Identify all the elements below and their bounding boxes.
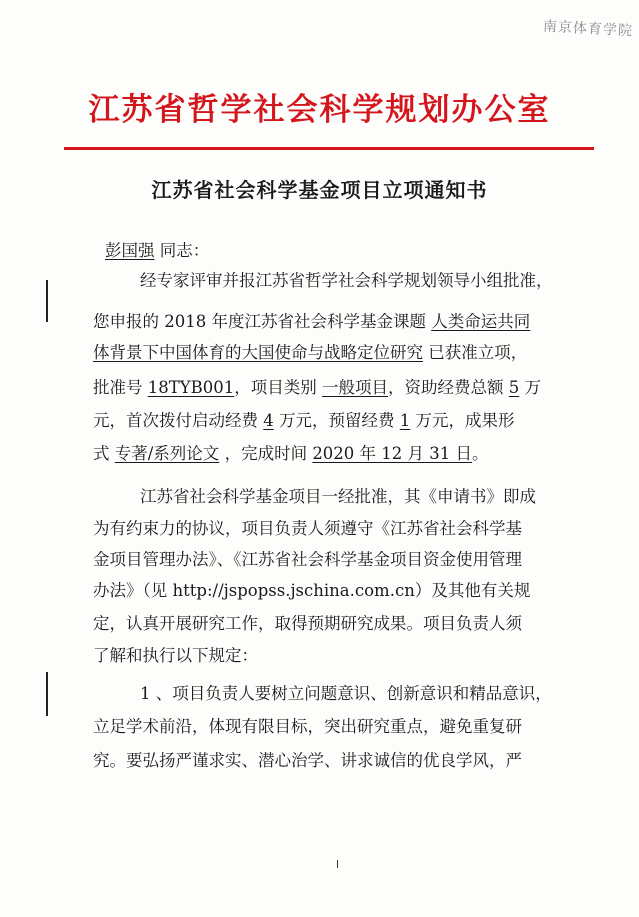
p1-text: 万 [524,378,542,397]
p1-text: 万元，成果形 [415,411,515,430]
result-form: 专著/系列论文 [114,444,220,463]
p2-line-3: 金项目管理办法》、《江苏省社会科学基金项目资金使用管理 [93,550,522,569]
total-funding: 5 [508,378,520,397]
binding-mark [46,280,48,322]
p1-text: ，资助经费总额 [388,378,504,397]
document-title: 江苏省社会科学基金项目立项通知书 [151,178,488,202]
issuing-org-header: 江苏省哲学社会科学规划办公室 [88,92,551,128]
p1-text: ，项目类别 [234,378,317,397]
greeting-line [105,241,585,261]
initial-funding: 4 [263,411,274,430]
handwritten-note: 南京体育学院 [542,18,634,40]
p1-line-5 [93,411,573,431]
p2-line-4: 办法》（见 http://jspopss.jschina.com.cn）及其他有关规 [93,581,531,600]
project-topic-part2: 体背景下中国体育的大国使命与战略定位研究 [93,343,423,362]
p2-line-5: 定，认真开展研究工作，取得预期研究成果。项目负责人须 [93,614,522,633]
approval-number: 18TYB001 [147,378,235,397]
p1-line-6 [93,444,573,464]
p1-line-4 [93,378,573,398]
p3-line-3: 究。要弘扬严谨求实、潜心治学、讲求诚信的优良学风，严 [93,751,522,770]
p1-text: 已获准立项， [428,343,528,362]
p2-line-1: 江苏省社会科学基金项目一经批准，其《申请书》即成 [140,487,536,506]
p2-line-2: 为有约束力的协议，项目负责人须遵守《江苏省社会科学基 [93,519,522,538]
p1-text: 您申报的 2018 年度江苏省社会科学基金课题 [93,312,426,331]
completion-deadline: 2020 年 12 月 31 日 [312,444,473,463]
p1-text: ，完成时间 [224,444,308,463]
reserved-funding: 1 [399,411,411,430]
project-category: 一般项目 [322,378,389,397]
p2-line-6: 了解和执行以下规定： [93,646,258,665]
p1-text: 万元，预留经费 [279,411,395,430]
p1-text: 批准号 [93,378,143,397]
project-topic-part1: 人类命运共同 [431,312,531,331]
p1-line-3 [93,343,573,363]
p1-text: 元，首次拨付启动经费 [93,411,258,430]
greeting-suffix: 同志： [159,241,210,260]
p1-line-1: 经专家评审并报江苏省哲学社会科学规划领导小组批准， [140,271,553,290]
p1-line-2 [93,312,573,332]
binding-mark [46,672,48,716]
recipient-name: 彭国强 [105,241,155,260]
p3-line-1: 1 、项目负责人要树立问题意识、创新意识和精品意识， [140,684,552,703]
header-red-rule [64,147,594,150]
p3-line-2: 立足学术前沿，体现有限目标，突出研究重点，避免重复研 [93,717,522,736]
p1-text: 式 [93,444,110,463]
page-tick [337,860,338,868]
p1-text: 。 [472,444,489,463]
